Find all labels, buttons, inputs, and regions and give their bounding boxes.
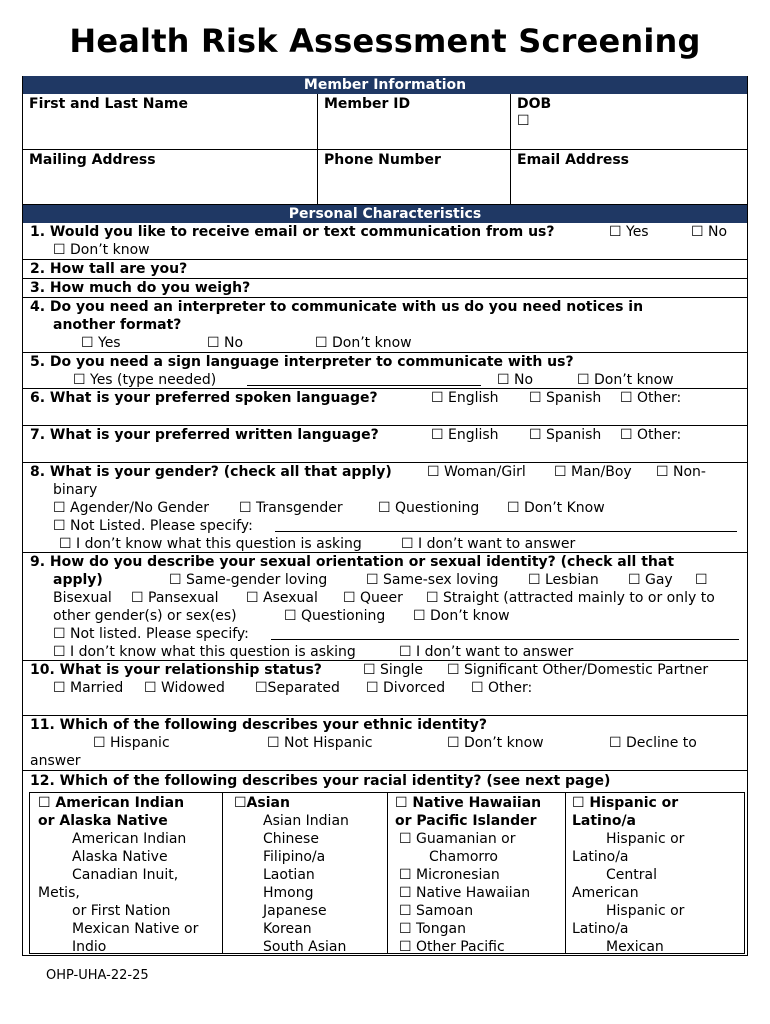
q10-significant-other-option[interactable]: ☐ Significant Other/Domestic Partner	[447, 662, 709, 678]
race-col4-head2: Latino/a	[572, 813, 637, 829]
q1-yes-option[interactable]: ☐ Yes	[609, 224, 649, 240]
race-col4-item: Hispanic or	[606, 831, 685, 847]
q5-no-option[interactable]: ☐ No	[497, 372, 534, 388]
race-col3-item: Chamorro	[429, 849, 498, 865]
q10-widowed-option[interactable]: ☐ Widowed	[144, 680, 225, 696]
q1-dont-know-option[interactable]: ☐ Don’t know	[53, 242, 150, 258]
q9-bisexual-checkbox[interactable]: ☐	[695, 572, 708, 588]
race-col2-item: South Asian	[263, 939, 347, 955]
race-col3-item[interactable]: ☐ Samoan	[399, 903, 474, 919]
race-col1-item: Mexican Native or	[72, 921, 199, 937]
question-6	[23, 389, 747, 426]
q11-decline-cont: answer	[30, 753, 81, 769]
q9-lesbian-option[interactable]: ☐ Lesbian	[528, 572, 599, 588]
q9-bisexual-label: Bisexual	[53, 590, 112, 606]
q2-text: 2. How tall are you?	[30, 261, 188, 277]
question-8	[23, 463, 747, 553]
race-col2-head1[interactable]: ☐Asian	[234, 795, 290, 811]
race-col1-item: or First Nation	[72, 903, 171, 919]
race-col2-item: Korean	[263, 921, 312, 937]
race-col2-item: Chinese	[263, 831, 319, 847]
q3-text: 3. How much do you weigh?	[30, 280, 251, 296]
q10-single-option[interactable]: ☐ Single	[363, 662, 424, 678]
member-id-field[interactable]	[317, 94, 510, 150]
page-title: Health Risk Assessment Screening	[69, 22, 701, 60]
q9-text-line1: 9. How do you describe your sexual orientation or sexual identity? (check all that	[30, 554, 675, 570]
q12-text: 12. Which of the following describes your racial identity? (see next page)	[30, 773, 611, 789]
dob-label: DOB	[517, 96, 552, 112]
race-col-american-indian	[30, 793, 223, 953]
q1-no-option[interactable]: ☐ No	[691, 224, 728, 240]
q8-specify-line[interactable]	[275, 531, 737, 532]
question-1	[23, 223, 747, 260]
race-col2-item: Laotian	[263, 867, 315, 883]
race-col2-item: Hmong	[263, 885, 314, 901]
race-col1-item: American Indian	[72, 831, 187, 847]
q9-dont-know-option[interactable]: ☐ Don’t know	[413, 608, 510, 624]
race-col3-item[interactable]: ☐ Tongan	[399, 921, 466, 937]
q1-text: 1. Would you like to receive email or text communication from us?	[30, 224, 555, 240]
q5-dont-know-option[interactable]: ☐ Don’t know	[577, 372, 674, 388]
q9-other-gender-text: other gender(s) or sex(es)	[53, 608, 237, 624]
q9-same-sex-option[interactable]: ☐ Same-sex loving	[366, 572, 499, 588]
question-3	[23, 279, 747, 298]
q9-straight-option[interactable]: ☐ Straight (attracted mainly to or only to	[426, 590, 715, 606]
email-address-label: Email Address	[517, 152, 630, 168]
personal-characteristics-header: Personal Characteristics	[23, 205, 747, 223]
q8-dont-know-option[interactable]: ☐ Don’t Know	[507, 500, 605, 516]
question-7	[23, 426, 747, 463]
question-10	[23, 661, 747, 716]
q9-pansexual-option[interactable]: ☐ Pansexual	[131, 590, 219, 606]
question-11	[23, 716, 747, 771]
q11-not-hispanic-option[interactable]: ☐ Not Hispanic	[267, 735, 373, 751]
phone-number-field[interactable]	[317, 150, 510, 205]
q8-woman-option[interactable]: ☐ Woman/Girl	[427, 464, 526, 480]
race-col3-item[interactable]: ☐ Other Pacific	[399, 939, 505, 955]
q8-agender-option[interactable]: ☐ Agender/No Gender	[53, 500, 210, 516]
question-4	[23, 298, 747, 353]
q9-gay-option[interactable]: ☐ Gay	[628, 572, 673, 588]
member-id-label: Member ID	[324, 96, 411, 112]
phone-number-label: Phone Number	[324, 152, 441, 168]
q9-dont-want-option[interactable]: ☐ I don’t want to answer	[399, 644, 574, 660]
q9-queer-option[interactable]: ☐ Queer	[343, 590, 403, 606]
q11-dont-know-option[interactable]: ☐ Don’t know	[447, 735, 544, 751]
race-col3-item[interactable]: ☐ Native Hawaiian	[399, 885, 531, 901]
question-2	[23, 260, 747, 279]
race-col1-head1[interactable]: ☐ American Indian	[38, 795, 185, 811]
q9-dont-know-question-option[interactable]: ☐ I don’t know what this question is asking	[53, 644, 356, 660]
race-col-asian	[223, 793, 388, 953]
q5-yes-option[interactable]: ☐ Yes (type needed)	[73, 372, 217, 388]
q10-text: 10. What is your relationship status?	[30, 662, 322, 678]
q8-nonbinary-option[interactable]: ☐ Non-	[656, 464, 706, 480]
race-col4-item: Mexican	[606, 939, 664, 955]
q7-other-option[interactable]: ☐ Other:	[620, 427, 682, 443]
race-col1-head2: or Alaska Native	[38, 813, 168, 829]
q4-yes-option[interactable]: ☐ Yes	[81, 335, 121, 351]
q10-married-option[interactable]: ☐ Married	[53, 680, 124, 696]
race-col3-head2: or Pacific Islander	[395, 813, 537, 829]
q10-other-option[interactable]: ☐ Other:	[471, 680, 533, 696]
q9-same-gender-option[interactable]: ☐ Same-gender loving	[169, 572, 328, 588]
q9-not-listed-option[interactable]: ☐ Not listed. Please specify:	[53, 626, 249, 642]
race-col1-item: Alaska Native	[72, 849, 168, 865]
race-col2-item: Filipino/a	[263, 849, 326, 865]
race-col4-item: Latino/a	[572, 849, 629, 865]
q8-text: 8. What is your gender? (check all that apply)	[30, 464, 392, 480]
q8-dont-want-option[interactable]: ☐ I don’t want to answer	[401, 536, 576, 552]
race-col4-item: Central	[606, 867, 657, 883]
race-col2-item: Asian Indian	[263, 813, 349, 829]
q4-text-line1: 4. Do you need an interpreter to communicate with us do you need notices in	[30, 299, 644, 315]
name-field[interactable]	[23, 94, 317, 150]
race-col4-item: American	[572, 885, 639, 901]
q5-text: 5. Do you need a sign language interpreter to communicate with us?	[30, 354, 574, 370]
race-col4-item: Latino/a	[572, 921, 629, 937]
q7-text: 7. What is your preferred written language?	[30, 427, 379, 443]
q11-hispanic-option[interactable]: ☐ Hispanic	[93, 735, 170, 751]
mailing-address-field[interactable]	[23, 150, 317, 205]
q9-specify-line[interactable]	[271, 639, 739, 640]
dob-checkbox[interactable]: ☐	[517, 113, 530, 129]
q4-no-option[interactable]: ☐ No	[207, 335, 244, 351]
question-5	[23, 353, 747, 389]
q6-other-option[interactable]: ☐ Other:	[620, 390, 682, 406]
form-code-footer: OHP-UHA-22-25	[46, 968, 149, 983]
q8-questioning-option[interactable]: ☐ Questioning	[378, 500, 480, 516]
race-col1-item: Metis,	[38, 885, 80, 901]
q8-transgender-option[interactable]: ☐ Transgender	[239, 500, 343, 516]
q9-text-line2: apply)	[53, 572, 103, 588]
q8-nonbinary-cont: binary	[53, 482, 98, 498]
assessment-form	[22, 76, 748, 956]
q7-english-option[interactable]: ☐ English	[431, 427, 499, 443]
q7-spanish-option[interactable]: ☐ Spanish	[529, 427, 602, 443]
q6-spanish-option[interactable]: ☐ Spanish	[529, 390, 602, 406]
q4-dont-know-option[interactable]: ☐ Don’t know	[315, 335, 412, 351]
q9-asexual-option[interactable]: ☐ Asexual	[246, 590, 318, 606]
q8-man-option[interactable]: ☐ Man/Boy	[554, 464, 632, 480]
question-9	[23, 553, 747, 661]
email-address-field[interactable]	[510, 150, 747, 205]
q9-questioning-option[interactable]: ☐ Questioning	[284, 608, 386, 624]
q8-dont-know-question-option[interactable]: ☐ I don’t know what this question is asking	[59, 536, 362, 552]
race-col4-head1[interactable]: ☐ Hispanic or	[572, 795, 679, 811]
mailing-address-label: Mailing Address	[29, 152, 156, 168]
member-information-header: Member Information	[23, 76, 747, 94]
q11-decline-option[interactable]: ☐ Decline to	[609, 735, 697, 751]
q6-text: 6. What is your preferred spoken language?	[30, 390, 378, 406]
race-col2-item: Japanese	[263, 903, 327, 919]
race-col-pacific-islander	[388, 793, 566, 953]
q6-english-option[interactable]: ☐ English	[431, 390, 499, 406]
race-col4-item: Hispanic or	[606, 903, 685, 919]
race-col-hispanic	[566, 793, 744, 953]
race-col1-item: Indio	[72, 939, 107, 955]
q5-type-line[interactable]	[247, 385, 481, 386]
racial-identity-table	[29, 792, 745, 954]
race-col3-head1[interactable]: ☐ Native Hawaiian	[395, 795, 542, 811]
name-label: First and Last Name	[29, 96, 188, 112]
q11-text: 11. Which of the following describes your ethnic identity?	[30, 717, 488, 733]
q4-text-line2: another format?	[53, 317, 182, 333]
race-col3-item[interactable]: ☐ Guamanian or	[399, 831, 516, 847]
q10-separated-option[interactable]: ☐Separated	[255, 680, 340, 696]
q10-divorced-option[interactable]: ☐ Divorced	[366, 680, 446, 696]
race-col1-item: Canadian Inuit,	[72, 867, 179, 883]
race-col3-item[interactable]: ☐ Micronesian	[399, 867, 500, 883]
q8-not-listed-option[interactable]: ☐ Not Listed. Please specify:	[53, 518, 253, 534]
dob-field[interactable]	[510, 94, 747, 150]
